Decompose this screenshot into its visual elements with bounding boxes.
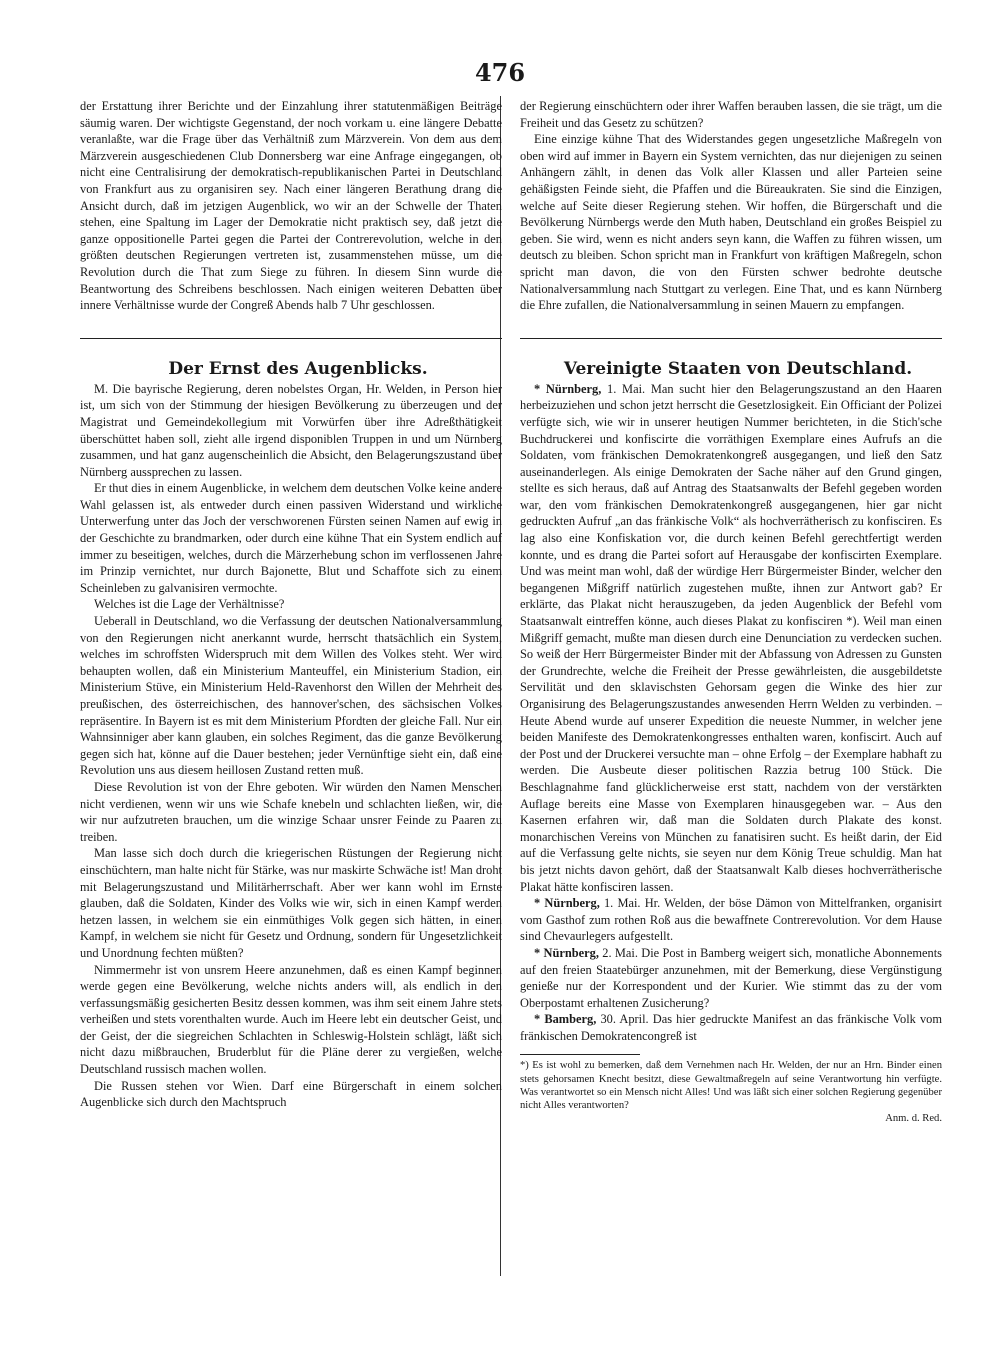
dateline: * Nürnberg, xyxy=(534,381,602,396)
news-text: Hr. Welden, der böse Dämon von Mittelfranken, organisirt vom Gasthof zum rothen Roß aus die bewaffnete Contrerevolution. Vor dem Hause sind Chevaurlegers aufgestellt. xyxy=(520,896,942,944)
news-text: Man sucht hier den Belagerungszustand an den Haaren herbeizuziehen und schon jetzt herrscht die Gesetzlosigkeit. Ein Officiant der Polizei verfügte sich, wie wir in unserer heutigen Nummer berichteten, in die Stich'sche Buchdruckerei und konfiscirte die vorräthigen Exemplare eines Aufrufs an die Soldaten, vom fränkischen Demokratenkongreß ausgegangen, und ließ den Satz auseinanderlegen. Als einige Demokraten der Sache näher auf den Grund gingen, stellte es sich heraus, daß auf Antrag des Staatsanwalts der Befehl gegeben worden war, den vom fränkischen Demokratenkongreß ausgegangenen, hier gar nicht gedruckten Aufruf „an das fränkische Volk“ als hochverrätherisch zu konfisciren. Es lag also eine Konfiskation vor, die durch keinen Befehl gerechtfertigt werden konnte, und es drang die Partei sofort auf Herausgabe der konfiscirten Exemplare. Und was meint man wohl, daß der würdige Herr Bürgermeister Binder, welcher den begangenen Mißgriff natürlich zugestehen mußte, ihnen zur Antwort gab? Er erklärte, das Plakat nicht herauszugeben, da jeden Augenblick der Befehl vom Staatsanwalt eintreffen könne, auch dieses Plakat zu konfisciren *). Weil man einen Mißgriff gemacht, mußte man diesen durch eine Denunciation zu verdecken suchen. So weiß der Herr Bürgermeister Binder mit der Abfassung von Adressen zu Gunsten der Grundrechte, welche die Freiheit der Presse gewährleisten, die ausgebildetste Servilität und den sklavischsten Gehorsam gegen die Winke des hier zur Organisirung des Belagerungszustandes anwesenden Herrn Welden zu verbinden. – Heute Abend wurde auf unserer Expedition die neueste Nummer, in welcher jene beiden Manifeste des Demokratenkongresses enthalten waren, konfiscirt. Auch auf der Post und der Druckerei versuchte man – ohne Erfolg – der Exemplare habhaft zu werden. Die Ausbeute dieser politischen Razzia betrug 100 Stück. Die Beschlagnahme fand glücklicherweise erst statt, nachdem von der verstärkten Auflage bereits eine Masse von Exemplaren hinausgegeben war. – Aus den Kasernen erfahren wir, daß man die Soldaten durch Plakate des konst. monarchischen Vereins von München zu fanatisiren sucht. Es heißt darin, der Eid auf die Verfassung gelte nichts, sie seyen nur dem König Treue schuldig. Man hat bis jetzt nichts davon gehört, daß der Staatsanwalt Kalb dieses hochverrätherische Plakat hätte konfisciren lassen. xyxy=(520,381,942,894)
right-column xyxy=(520,98,942,1125)
footnote-signature: Anm. d. Red. xyxy=(885,1113,942,1125)
page-number: 476 xyxy=(474,58,526,87)
dateline: * Nürnberg, xyxy=(534,896,600,911)
left-column xyxy=(80,98,502,1111)
news-item xyxy=(520,895,942,945)
paragraph: Diese Revolution ist von der Ehre geboten. Wir würden den Namen Menschen nicht verdienen, wenn wir uns wie Schafe knebeln und schlachten ließen, wir, die wir nur aufzutreten brauchen, um die winzige Schaar unsrer Feinde zu Paaren zu treiben. xyxy=(80,779,502,844)
paragraph: Ueberall in Deutschland, wo die Verfassung der deutschen Nationalversammlung von den Regierungen nicht anerkannt wurde, herrscht thatsächlich ein System, welches im schroffsten Widerspruch mit dem Willen des Volkes steht. Wer wird behaupten wollen, daß ein Ministerium Manteuffel, ein Ministerium Stadion, ein Ministerium Stüve, ein Ministerium Held-Ravenhorst den Willen der Mehrheit des preußischen, des österreichischen, des hannover'schen, des sächsischen Volkes repräsentire. In Bayern ist es mit dem Ministerium Pfordten der gleiche Fall. Nur ein Wahnsinniger aber kann glauben, ein solches Regiment, das die ganze Bevölkerung gegen sich hat, könne auf die Dauer bestehen; jeder Vernünftige sieht ein, daß eine Revolution uns aus diesem heillosen Zustand retten muß. xyxy=(80,614,502,778)
date: 30. April. xyxy=(600,1012,649,1027)
news-item xyxy=(520,381,942,895)
section-divider xyxy=(520,338,942,339)
footnote-divider xyxy=(520,1054,640,1055)
paragraph: Die Russen stehen vor Wien. Darf eine Bürgerschaft in einem solchen Augenblicke sich durch den Machtspruch xyxy=(80,1078,502,1110)
dateline: * Nürnberg, xyxy=(534,945,599,960)
paragraph: Eine einzige kühne That des Widerstandes gegen ungesetzliche Maßregeln von oben wird auf immer in Bayern ein System vernichten, das nur diejenigen zu seinen Anhängern zählt, in denen das Volk aller Klassen und aller Parteien seine gehäßigsten Feinde sieht, die Pfaffen und die Büreaukraten. Sie sind die Einzigen, welche auf Seite dieser Regierung stehen. Wir hoffen, die Bürgerschaft und die Bevölkerung Nürnbergs werde den Muth haben, Deutschland ein großes Beispiel zu geben. Sie wird, wenn es nicht anders seyn kann, die Waffen zu führen wissen, um deutsch zu bleiben. Schon spricht man in Frankfurt von kräftigen Maßregeln, schon spricht man davon, die von den Fürsten schwer bedrohte deutsche Nationalversammlung nach Stuttgart zu verlegen. Eine That, und es kann Nürnberg die Ehre zufallen, die Nationalversammlung in seinen Mauern zu empfangen. xyxy=(520,132,942,313)
section-divider xyxy=(80,338,502,339)
date: 1. Mai. xyxy=(607,381,646,396)
date: 2. Mai. xyxy=(602,945,638,960)
article-continuation: der Erstattung ihrer Berichte und der Einzahlung ihrer statutenmäßigen Beiträge säumig waren. Der wichtigste Gegenstand, der noch vorkam u. eine längere Debatte veranlaßte, war die Frage über das Verhältniß zum Märzverein. Von dem aus dem Märzverein ausgeschiedenen Club Donnersberg war eine Anfrage eingegangen, ob nicht eine Centralisirung der demokratisch-republikanischen Partei in Deutschland von Frankfurt aus zu organisiren sey. Nach einer längeren Berathung drang die Ansicht durch, daß im jetzigen Augenblick, wo wir an der Schwelle der Thaten stehen, eine Spaltung im Lager der Demokratie nicht praktisch sey, daß jetzt die ganze oppositionelle Partei gegen die Partei der Contrerevolution, welche in den größten deutschen Regierungen vertreten ist, zusammenstehen müsse, um die Revolution durch die That zum Siege zu führen. In diesem Sinn wurde die Beantwortung des Schreibens beschlossen. Nach einigen weiteren Debatten über innere Verhältnisse wurde der Congreß Abends halb 7 Uhr geschlossen. xyxy=(80,99,502,313)
article-heading: Der Ernst des Augenblicks. xyxy=(168,358,428,379)
news-item xyxy=(520,945,942,1011)
paragraph: Welches ist die Lage der Verhältnisse? xyxy=(94,597,285,612)
dateline: * Bamberg, xyxy=(534,1012,597,1027)
news-item xyxy=(520,1011,942,1044)
paragraph: M. Die bayrische Regierung, deren nobelstes Organ, Hr. Welden, in Person hier ist, um sich von der Stimmung der hiesigen Bevölkerung zu überzeugen und der Magistrat und Gemeindekollegium mit Vorwürfen über ihre Adreßthätigkeit überschüttet haben soll, zieht alle irgend disponiblen Truppen in und um Nürnberg zusammen, und hat ganz augenscheinlich die Absicht, den Belagerungszustand über Nürnberg aussprechen zu lassen. xyxy=(80,381,502,479)
news-text: Das hier gedruckte Manifest an das fränkische Volk vom fränkischen Demokratencongreß ist xyxy=(520,1012,943,1043)
paragraph: Er thut dies in einem Augenblicke, in welchem dem deutschen Volke keine andere Wahl gelassen ist, als entweder durch einen passiven Widerstand und wirkliche Unterwerfung unter das Joch der verschworenen Fürsten seinen Namen auf ewig in der Geschichte zu brandmarken, oder durch eine kühne That ein System endlich auf immer zu beseitigen, welches, durch die Märzerhebung schon im verflossenen Jahre im Prinzip vernichtet, nur durch Bajonette, Blut und Schaffote sich zu einem Scheinleben zu galvanisiren vermochte. xyxy=(80,481,502,595)
news-text: Die Post in Bamberg weigert sich, monatliche Abonnements auf den freien Staatebürger anzunehmen, mit der Bemerkung, diese Vergünstigung genieße nur der Korrespondent und der Kurier. Wie stimmt das zu der vom Oberpostamt erhaltenen Zusicherung? xyxy=(520,945,942,1010)
paragraph: der Regierung einschüchtern oder ihrer Waffen berauben lassen, die sie trägt, um die Freiheit und das Gesetz zu schützen? xyxy=(520,99,942,130)
paragraph: Man lasse sich doch durch die kriegerischen Rüstungen der Regierung nicht einschüchtern, man halte nicht für Stärke, was nur maskirte Schwäche ist! Man droht mit Belagerungszustand und Militärherrschaft. Aber wer kann wohl im Ernste glauben, daß die Soldaten, Kinder des Volks wie wir, sich in einen Kampf werden hetzen lassen, in welchem sie ein einmüthiges Volk gegen sich hätten, in einen Kampf, in welchem sie nicht für Gesetz und Ordnung, sondern für Ungesetzlichkeit und Unordnung fechten müßten? xyxy=(80,846,502,960)
paragraph: Nimmermehr ist von unsrem Heere anzunehmen, daß es einen Kampf beginnen werde gegen eine Bevölkerung, welche nichts anders will, als endlich in den verfassungsmäßig gesicherten Besitz dessen kommen, was ihm seit einem Jahre stets verheißen und stets vorenthalten wurde. Auch im Heere lebt ein deutscher Geist, und der Geist, der die siegreichen Schlachten in Schleswig-Holstein schlägt, läßt sich nicht dazu mißbrauchen, Bruderblut für die Pläne derer zu vergießen, welche Deutschland russisch machen wollen. xyxy=(80,962,502,1077)
section-heading: Vereinigte Staaten von Deutschland. xyxy=(563,358,913,379)
date: 1. Mai. xyxy=(603,896,641,911)
footnote: *) Es ist wohl zu bemerken, daß dem Vernehmen nach Hr. Welden, der nur an Hrn. Binder einen stets gehorsamen Knecht besitzt, diese Gewaltmaßregeln auf seine Verantwortung hin verfügte. Was verantwortet so ein Mensch nicht Alles! Und was läßt sich einer solchen Regierung gegenüber nicht Alles verantworten? xyxy=(520,1060,942,1112)
